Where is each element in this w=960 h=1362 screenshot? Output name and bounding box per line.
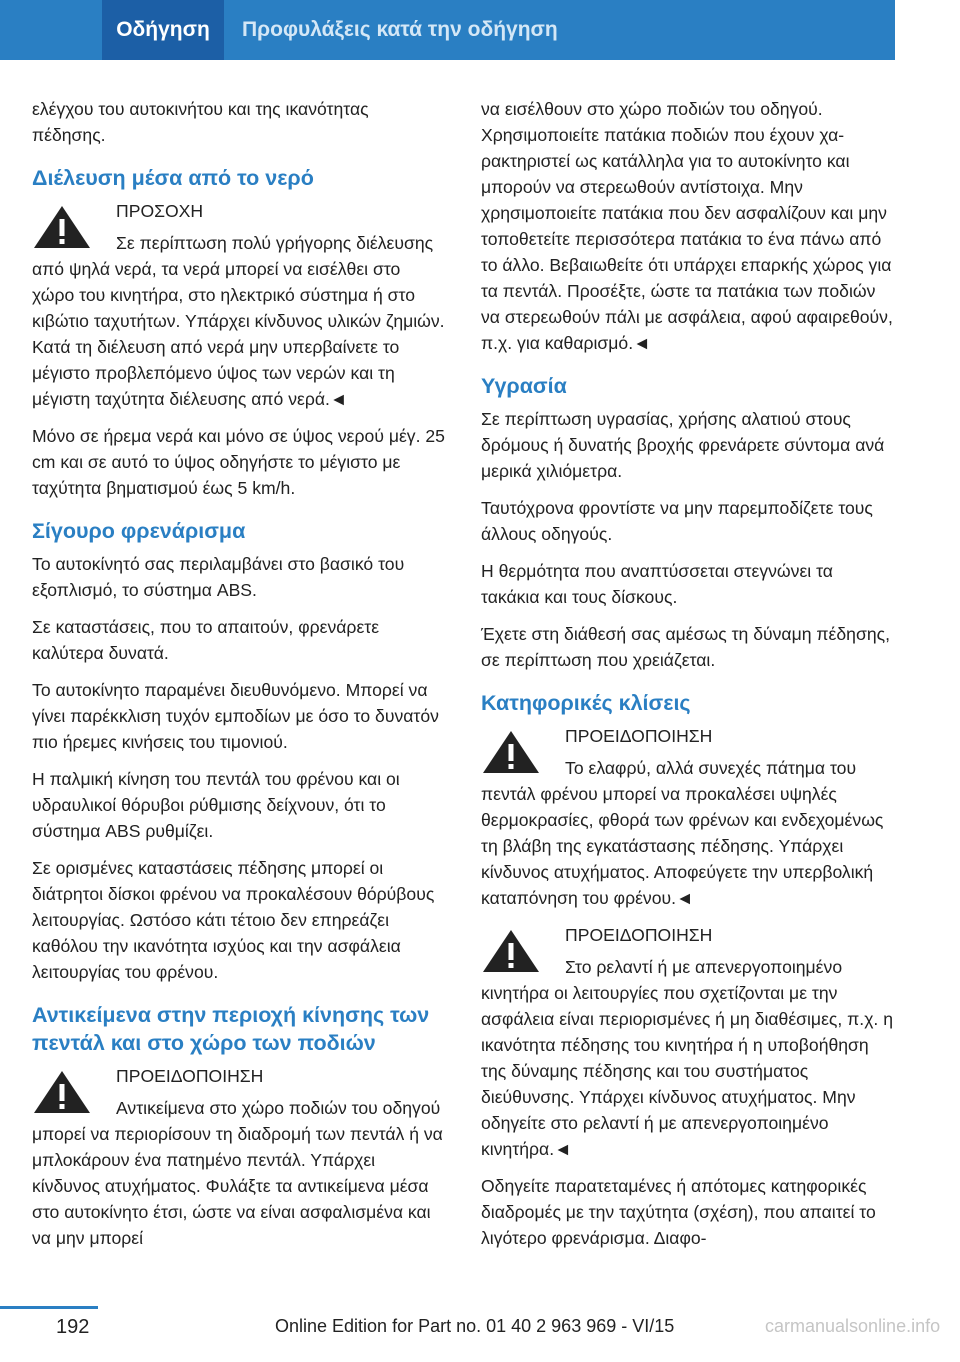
- edition-note: Online Edition for Part no. 01 40 2 963 969 - VI/15: [275, 1316, 675, 1336]
- warning-block-brake-wear: [481, 723, 895, 911]
- heading-footwell-objects: Αντικείμενα στην περιοχή κίνησης των πεντάλ και στο χώρο των ποδιών: [32, 1003, 430, 1055]
- humidity-paragraph-3: Η θερμότητα που αναπτύσσεται στεγνώνει τα τακάκια και τους δίσκους.: [481, 561, 833, 607]
- page-header: [0, 0, 960, 60]
- downhill-paragraph: Οδηγείτε παρατεταμένες ή απότομες κατηφορικές διαδρομές με την ταχύτητα (σχέση), που απαιτεί το λιγότερο φρενάρισμα. Διαφο-: [481, 1176, 876, 1248]
- brake-paragraph-1: Το αυτοκίνητό σας περιλαμβάνει στο βασικό του εξοπλισμό, το σύστημα ABS.: [32, 554, 405, 600]
- warning-text: Αντικείμενα στο χώρο ποδιών του οδηγού μπορεί να περιορίσουν τη διαδρομή των πεντάλ ή να μπλοκάρουν ένα πατημένο πεντάλ. Υπάρχει κίνδυνος ατυχήματος. Φυλάξτε τα αντικείμενα μέσα στο αυτοκίνητο έτσι, ώστε να είναι ασφαλισμένα και να μην μπορεί: [32, 1098, 443, 1248]
- brake-paragraph-4: Η παλμική κίνηση του πεντάλ του φρένου και οι υδραυλικοί θόρυβοι ρύθμισης δείχνουν, ότι το σύστημα ABS ρυθμίζει.: [32, 769, 400, 841]
- right-column: [481, 96, 895, 1262]
- section-tab-driving: Οδήγηση: [102, 0, 224, 60]
- intro-paragraph: ελέγχου του αυτοκινήτου και της ικανότητας πέδησης.: [32, 99, 369, 145]
- humidity-paragraph-4: Έχετε στη διάθεσή σας αμέσως τη δύναμη πέδησης, σε περίπτωση που χρειάζεται.: [481, 624, 890, 670]
- warning-text: Το ελαφρύ, αλλά συνεχές πάτημα του πεντάλ φρένου μπορεί να προκαλέσει υψηλές θερμοκρασίες, φθορά των φρένων και ενδεχομένως τη βλάβη της εγκατάστασης πέδησης. Υπάρχει κίνδυνος ατυχήματος. Αποφεύγετε την υπερβολική καταπόνηση του φρένου.◄: [481, 758, 884, 908]
- water-paragraph: Μόνο σε ήρεμα νερά και μόνο σε ύψος νερού μέγ. 25 cm και σε αυτό το ύψος οδηγήστε το μέγιστο με ταχύτητα βηματισμού έως 5 km/h.: [32, 426, 445, 498]
- warning-title: ΠΡΟΕΙΔΟΠΟΙΗΣΗ: [116, 1066, 264, 1086]
- caution-block-water: [32, 198, 446, 412]
- warning-triangle-icon: [32, 204, 92, 250]
- brake-paragraph-3: Το αυτοκίνητο παραμένει διευθυνόμενο. Μπορεί να γίνει παρέκκλιση τυχόν εμποδίων με όσο το δυνατόν πιο ήρεμες κινήσεις του τιμονιού.: [32, 680, 439, 752]
- heading-water-crossing: Διέλευση μέσα από το νερό: [32, 166, 314, 190]
- humidity-paragraph-2: Ταυτόχρονα φροντίστε να μην παρεμποδίζετε τους άλλους οδηγούς.: [481, 498, 873, 544]
- warning-text: Στο ρελαντί ή με απενεργοποιημένο κινητήρα οι λειτουργίες που σχετίζονται με την ασφάλεια είναι περιορισμένες ή μη διαθέσιμες, π.χ. η ικανότητα πέδησης του κινητήρα ή η υποβοήθηση της δύναμης πέδησης και του συστήματος διεύθυνσης. Υπάρχει κίνδυνος ατυχήματος. Μην οδηγείτε στο ρελαντί ή με απενεργοποιημένο κινητήρα.◄: [481, 957, 893, 1159]
- section-tab-precautions: Προφυλάξεις κατά την οδήγηση: [242, 18, 558, 41]
- page-number: 192: [56, 1316, 90, 1338]
- warning-title: ΠΡΟΕΙΔΟΠΟΙΗΣΗ: [565, 726, 713, 746]
- heading-safe-braking: Σίγουρο φρενάρισμα: [32, 519, 246, 543]
- heading-humidity: Υγρασία: [481, 374, 567, 398]
- left-column: [32, 96, 446, 1262]
- warning-triangle-icon: [481, 928, 541, 974]
- warning-block-objects: [32, 1063, 446, 1251]
- mats-paragraph: να εισέλθουν στο χώρο ποδιών του οδηγού. Χρησιμοποιείτε πατάκια ποδιών που έχουν χαρακτηριστεί ως κατάλληλα για το αυτοκίνητο και μπορούν να στερεωθούν αντίστοιχα. Μην χρησιμοποιείτε πατάκια που δεν ασφαλίζουν και μην τοποθετείτε περισσότερα πατάκια το ένα πάνω από το άλλο. Βεβαιωθείτε ότι υπάρχει επαρκής χώρος για τα πεντάλ. Προσέξτε, ώστε τα πατάκια των ποδιών να στερεωθούν πάλι με ασφάλεια, αφού αφαιρεθούν, π.χ. για καθαρισμό.◄: [481, 99, 893, 353]
- brake-paragraph-2: Σε καταστάσεις, που το απαιτούν, φρενάρετε καλύτερα δυνατά.: [32, 617, 380, 663]
- caution-title: ΠΡΟΣΟΧΗ: [116, 201, 204, 221]
- caution-text: Σε περίπτωση πολύ γρήγορης διέλευσης από ψηλά νερά, τα νερά μπορεί να εισέλθει στο χώρο του κινητήρα, στο ηλεκτρικό σύστημα ή στο κιβώτιο ταχυτήτων. Υπάρχει κίνδυνος υλικών ζημιών. Κατά τη διέλευση από νερά μην υπερβαίνετε το μέγιστο προβλεπόμενο ύψος των νερών και τη μέγιστη ταχύτητα διέλευσης από νερά.◄: [32, 233, 445, 409]
- warning-block-idle: [481, 922, 895, 1162]
- heading-downhill: Κατηφορικές κλίσεις: [481, 691, 691, 715]
- humidity-paragraph-1: Σε περίπτωση υγρασίας, χρήσης αλατιού στους δρόμους ή δυνατής βροχής φρενάρετε σύντομα ανά μερικά χιλιόμετρα.: [481, 409, 885, 481]
- warning-triangle-icon: [32, 1069, 92, 1115]
- footer-accent-line: [0, 1306, 98, 1309]
- watermark: carmanualsonline.info: [765, 1316, 941, 1336]
- warning-triangle-icon: [481, 729, 541, 775]
- brake-paragraph-5: Σε ορισμένες καταστάσεις πέδησης μπορεί οι διάτρητοι δίσκοι φρένου να προκαλέσουν θόρύβους λειτουργίας. Ωστόσο κάτι τέτοιο δεν επηρεάζει καθόλου την ικανότητα ισχύος και την ασφάλεια λειτουργίας του φρένου.: [32, 858, 435, 982]
- warning-title: ΠΡΟΕΙΔΟΠΟΙΗΣΗ: [565, 925, 713, 945]
